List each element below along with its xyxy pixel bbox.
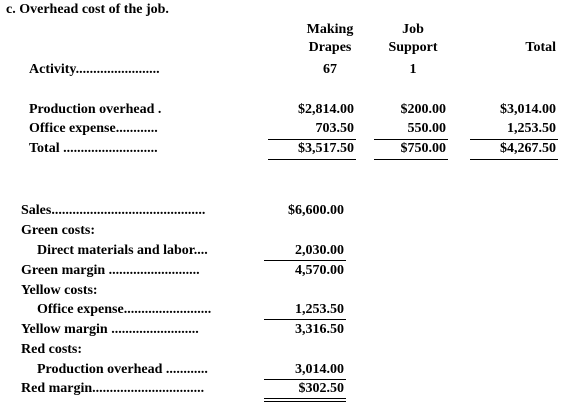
production-overhead-label: Production overhead . bbox=[29, 102, 162, 117]
total-rule-job-support bbox=[374, 159, 448, 160]
red-margin-double-rule-2 bbox=[264, 401, 346, 402]
production-overhead-making-drapes: $2,814.00 bbox=[298, 102, 354, 117]
green-margin-label: Green margin .......................... bbox=[21, 263, 200, 278]
column-header-job-support-line2: Support bbox=[388, 40, 438, 55]
red-costs-label: Red costs: bbox=[21, 342, 83, 357]
total-job-support: $750.00 bbox=[400, 141, 446, 156]
total-making-drapes: $3,517.50 bbox=[298, 141, 354, 156]
green-margin-value: 4,570.00 bbox=[295, 263, 344, 278]
subtotal-rule-total bbox=[470, 139, 558, 140]
office-expense-total: 1,253.50 bbox=[507, 121, 556, 136]
office-expense-making-drapes: 703.50 bbox=[315, 121, 354, 136]
total-total: $4,267.50 bbox=[500, 141, 556, 156]
direct-materials-value: 2,030.00 bbox=[295, 243, 344, 258]
red-margin-rule bbox=[264, 379, 346, 380]
direct-materials-label: Direct materials and labor.... bbox=[37, 243, 208, 258]
production-overhead-statement-label: Production overhead ............ bbox=[37, 362, 208, 377]
column-header-total-line2: Total bbox=[525, 40, 556, 55]
office-expense-statement-value: 1,253.50 bbox=[295, 302, 344, 317]
section-heading: c. Overhead cost of the job. bbox=[6, 2, 169, 17]
activity-label: Activity........................ bbox=[29, 62, 160, 77]
green-costs-label: Green costs: bbox=[21, 223, 95, 238]
yellow-margin-value: 3,316.50 bbox=[295, 322, 344, 337]
office-expense-label: Office expense............ bbox=[29, 121, 158, 136]
column-header-making-drapes-line1: Making bbox=[306, 22, 354, 37]
activity-making-drapes: 67 bbox=[323, 62, 337, 77]
red-margin-label: Red margin................................ bbox=[21, 381, 205, 396]
total-label: Total ........................... bbox=[29, 141, 158, 156]
total-rule-making-drapes bbox=[268, 159, 356, 160]
office-expense-job-support: 550.00 bbox=[407, 121, 446, 136]
office-expense-statement-label: Office expense......................... bbox=[37, 302, 212, 317]
subtotal-rule-job-support bbox=[374, 139, 448, 140]
column-header-job-support-line1: Job bbox=[402, 22, 424, 37]
column-header-making-drapes-line2: Drapes bbox=[308, 40, 352, 55]
total-rule-total bbox=[470, 159, 558, 160]
sales-label: Sales............................................ bbox=[21, 203, 206, 218]
red-margin-double-rule-1 bbox=[264, 398, 346, 399]
subtotal-rule-making-drapes bbox=[268, 139, 356, 140]
yellow-margin-label: Yellow margin ......................... bbox=[21, 322, 199, 337]
yellow-costs-label: Yellow costs: bbox=[21, 283, 98, 298]
production-overhead-statement-value: 3,014.00 bbox=[295, 362, 344, 377]
red-margin-value: $302.50 bbox=[298, 381, 344, 396]
production-overhead-total: $3,014.00 bbox=[500, 102, 556, 117]
sales-value: $6,600.00 bbox=[288, 203, 344, 218]
yellow-margin-rule bbox=[264, 319, 346, 320]
production-overhead-job-support: $200.00 bbox=[400, 102, 446, 117]
activity-job-support: 1 bbox=[409, 62, 417, 77]
green-margin-rule bbox=[264, 260, 346, 261]
